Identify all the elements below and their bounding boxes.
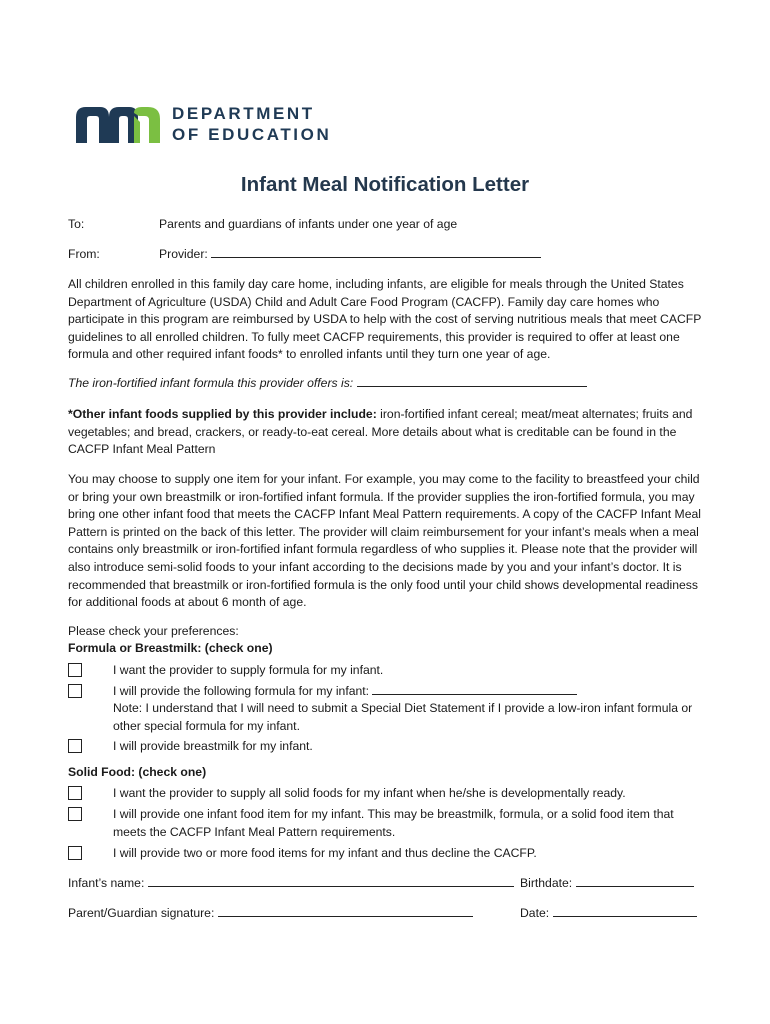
infant-name-row — [68, 876, 514, 890]
formula-offered-label: The iron-fortified infant formula this provider offers is: — [68, 376, 354, 390]
birthdate-label: Birthdate: — [520, 876, 573, 890]
to-label: To: — [68, 217, 85, 231]
mde-logo — [76, 103, 331, 145]
provider-input[interactable] — [211, 247, 541, 258]
other-foods-text: iron-fortified infant cereal; meat/meat alternates; fruits and vegetables; and bread, crackers, or ready-to-eat cereal. More details about what is creditable can be found in the CACFP Infant Meal Pattern — [68, 407, 693, 457]
other-foods-heading: *Other infant foods supplied by this provider include: — [68, 407, 377, 421]
formula-offered-input[interactable] — [357, 376, 587, 387]
page-title: Infant Meal Notification Letter — [240, 173, 530, 196]
solid-option-3-label: I will provide two or more food items for my infant and thus decline the CACFP. — [113, 846, 537, 860]
date-label: Date: — [520, 906, 550, 920]
logo-line2: OF EDUCATION — [172, 125, 332, 144]
solid-option-1-label: I want the provider to supply all solid foods for my infant when he/she is developmentally ready. — [113, 786, 626, 800]
solid-option-2-label: I will provide one infant food item for my infant. This may be breastmilk, formula, or a solid food item that meets the CACFP Infant Meal Pattern requirements. — [113, 807, 674, 839]
date-row — [520, 906, 697, 920]
formula-heading: Formula or Breastmilk: (check one) — [68, 641, 273, 655]
solid-option-1-checkbox[interactable] — [68, 786, 82, 800]
solid-option-2-checkbox[interactable] — [68, 807, 82, 821]
solid-heading: Solid Food: (check one) — [68, 765, 207, 779]
formula-option-1-label: I want the provider to supply formula for my infant. — [113, 663, 384, 677]
parent-signature-label: Parent/Guardian signature: — [68, 906, 215, 920]
choice-paragraph: You may choose to supply one item for your infant. For example, you may come to the facility to breastfeed your child or bring your own breastmilk or iron-fortified infant formula. If the provider supplies the iron-fortified formula, you may bring one other infant food that meets the CACFP Infant Meal Pattern requirements. A copy of the CACFP Infant Meal Pattern is printed on the back of this letter. The provider will claim reimbursement for your infant’s meals when a meal contains only breastmilk or iron-fortified infant formula regardless of who supplies it. Please note that the provider will also introduce semi-solid foods to your infant according to the decisions made by you and your infant’s doctor. It is recommended that breastmilk or iron-fortified formula is the only food until your child shows developmental readiness for additional foods at about 6 month of age. — [68, 472, 701, 610]
mn-logo-mark-icon — [76, 103, 160, 145]
formula-option-2-row — [113, 683, 703, 701]
from-row — [159, 247, 541, 261]
to-value: Parents and guardians of infants under one year of age — [159, 217, 458, 231]
logo-line1: DEPARTMENT — [172, 104, 315, 123]
parent-signature-row — [68, 906, 473, 920]
formula-option-2-note: Note: I understand that I will need to submit a Special Diet Statement if I provide a low-iron infant formula or other special formula for my infant. — [113, 701, 693, 733]
logo-wordmark — [172, 103, 331, 145]
birthdate-row — [520, 876, 694, 890]
formula-option-3-label: I will provide breastmilk for my infant. — [113, 739, 313, 753]
formula-option-2-checkbox[interactable] — [68, 684, 82, 698]
formula-option-2-input[interactable] — [372, 684, 577, 695]
birthdate-input[interactable] — [576, 876, 694, 887]
intro-paragraph: All children enrolled in this family day care home, including infants, are eligible for meals through the United States Department of Agriculture (USDA) Child and Adult Care Food Program (CACFP). Family day care homes who participate in this program are reimbursed by USDA to help with the cost of serving nutritious meals that meet CACFP guidelines to all enrolled children. To fully meet CACFP requirements, this provider is required to offer at least one formula and other required infant foods* to enrolled infants until they turn one year of age. — [68, 277, 702, 362]
formula-option-2-label: I will provide the following formula for my infant: — [113, 684, 370, 698]
formula-offered-row — [68, 375, 708, 393]
from-label: From: — [68, 247, 100, 261]
date-input[interactable] — [553, 906, 697, 917]
infant-name-label: Infant’s name: — [68, 876, 145, 890]
infant-name-input[interactable] — [148, 876, 514, 887]
preferences-intro: Please check your preferences: — [68, 624, 239, 638]
formula-option-1-checkbox[interactable] — [68, 663, 82, 677]
solid-option-3-checkbox[interactable] — [68, 846, 82, 860]
parent-signature-input[interactable] — [218, 906, 473, 917]
provider-label: Provider: — [159, 247, 208, 261]
formula-option-3-checkbox[interactable] — [68, 739, 82, 753]
other-foods-paragraph — [68, 406, 708, 459]
